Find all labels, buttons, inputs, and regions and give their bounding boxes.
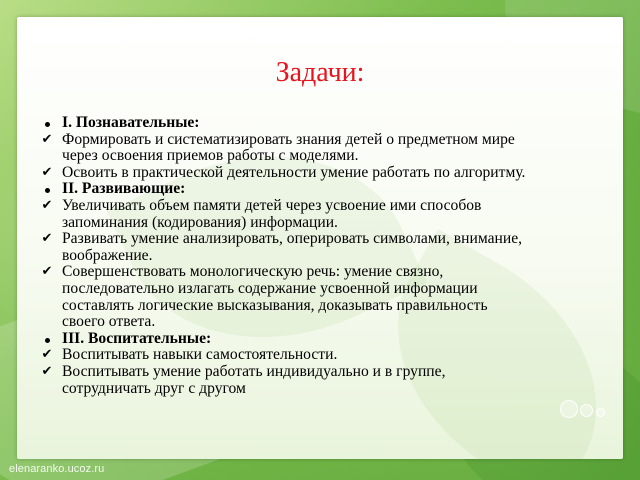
bubble-icon bbox=[596, 408, 605, 417]
task-item-line: воображение. bbox=[62, 246, 153, 264]
task-item-line: Развивать умение анализировать, оперировать символами, внимание, bbox=[62, 230, 523, 248]
bubble-icon bbox=[580, 404, 593, 417]
section-heading bbox=[37, 331, 617, 348]
task-item bbox=[37, 364, 617, 397]
checkmark-arrow-icon: ✔ bbox=[41, 231, 53, 247]
task-item-line: через освоения приемов работы с моделями. bbox=[62, 147, 359, 165]
task-item-line: Воспитывать умение работать индивидуально и в группе, bbox=[62, 362, 446, 380]
section-heading-text: II. Развивающие: bbox=[62, 180, 186, 198]
checkmark-arrow-icon: ✔ bbox=[41, 197, 53, 213]
task-item-line: Увеличивать объем памяти детей через усвоение ими способов bbox=[62, 196, 482, 214]
content-panel bbox=[17, 17, 623, 459]
section-heading bbox=[37, 181, 617, 198]
checkmark-arrow-icon: ✔ bbox=[41, 164, 53, 180]
slide-title: Задачи: bbox=[275, 57, 365, 88]
task-item-line: последовательно излагать содержание усвоенной информации bbox=[62, 279, 478, 297]
task-item-line: Формировать и систематизировать знания детей о предметном мире bbox=[62, 130, 515, 148]
bullet-dot-icon bbox=[39, 115, 55, 132]
task-item-line: Освоить в практической деятельности умение работать по алгоритму. bbox=[62, 163, 526, 181]
checkmark-arrow-icon: ✔ bbox=[41, 347, 53, 363]
section-heading bbox=[37, 115, 617, 132]
checkmark-arrow-icon: ✔ bbox=[41, 264, 53, 280]
section-heading-text: III. Воспитательные: bbox=[62, 329, 212, 347]
task-item bbox=[37, 165, 617, 182]
task-item bbox=[37, 347, 617, 364]
task-item-line: составлять логические высказывания, доказывать правильность bbox=[62, 296, 488, 314]
checkmark-arrow-icon: ✔ bbox=[41, 131, 53, 147]
task-item bbox=[37, 198, 617, 231]
task-item-line: Совершенствовать монологическую речь: умение связно, bbox=[62, 263, 444, 281]
task-item-line: своего ответа. bbox=[62, 313, 156, 331]
task-item bbox=[37, 264, 617, 330]
bullet-dot-icon bbox=[39, 331, 55, 348]
task-list bbox=[37, 115, 617, 397]
section-heading-text: I. Познавательные: bbox=[62, 114, 200, 131]
checkmark-arrow-icon: ✔ bbox=[41, 363, 53, 379]
bubble-icon bbox=[560, 400, 578, 418]
task-item bbox=[37, 132, 617, 165]
task-item-line: запоминания (кодирования) информации. bbox=[62, 213, 338, 231]
site-watermark: elenaranko.ucoz.ru bbox=[9, 463, 105, 475]
task-item-line: Воспитывать навыки самостоятельности. bbox=[62, 346, 338, 364]
task-item bbox=[37, 231, 617, 264]
bullet-dot-icon bbox=[39, 181, 55, 198]
task-item-line: сотрудничать друг с другом bbox=[62, 379, 246, 397]
